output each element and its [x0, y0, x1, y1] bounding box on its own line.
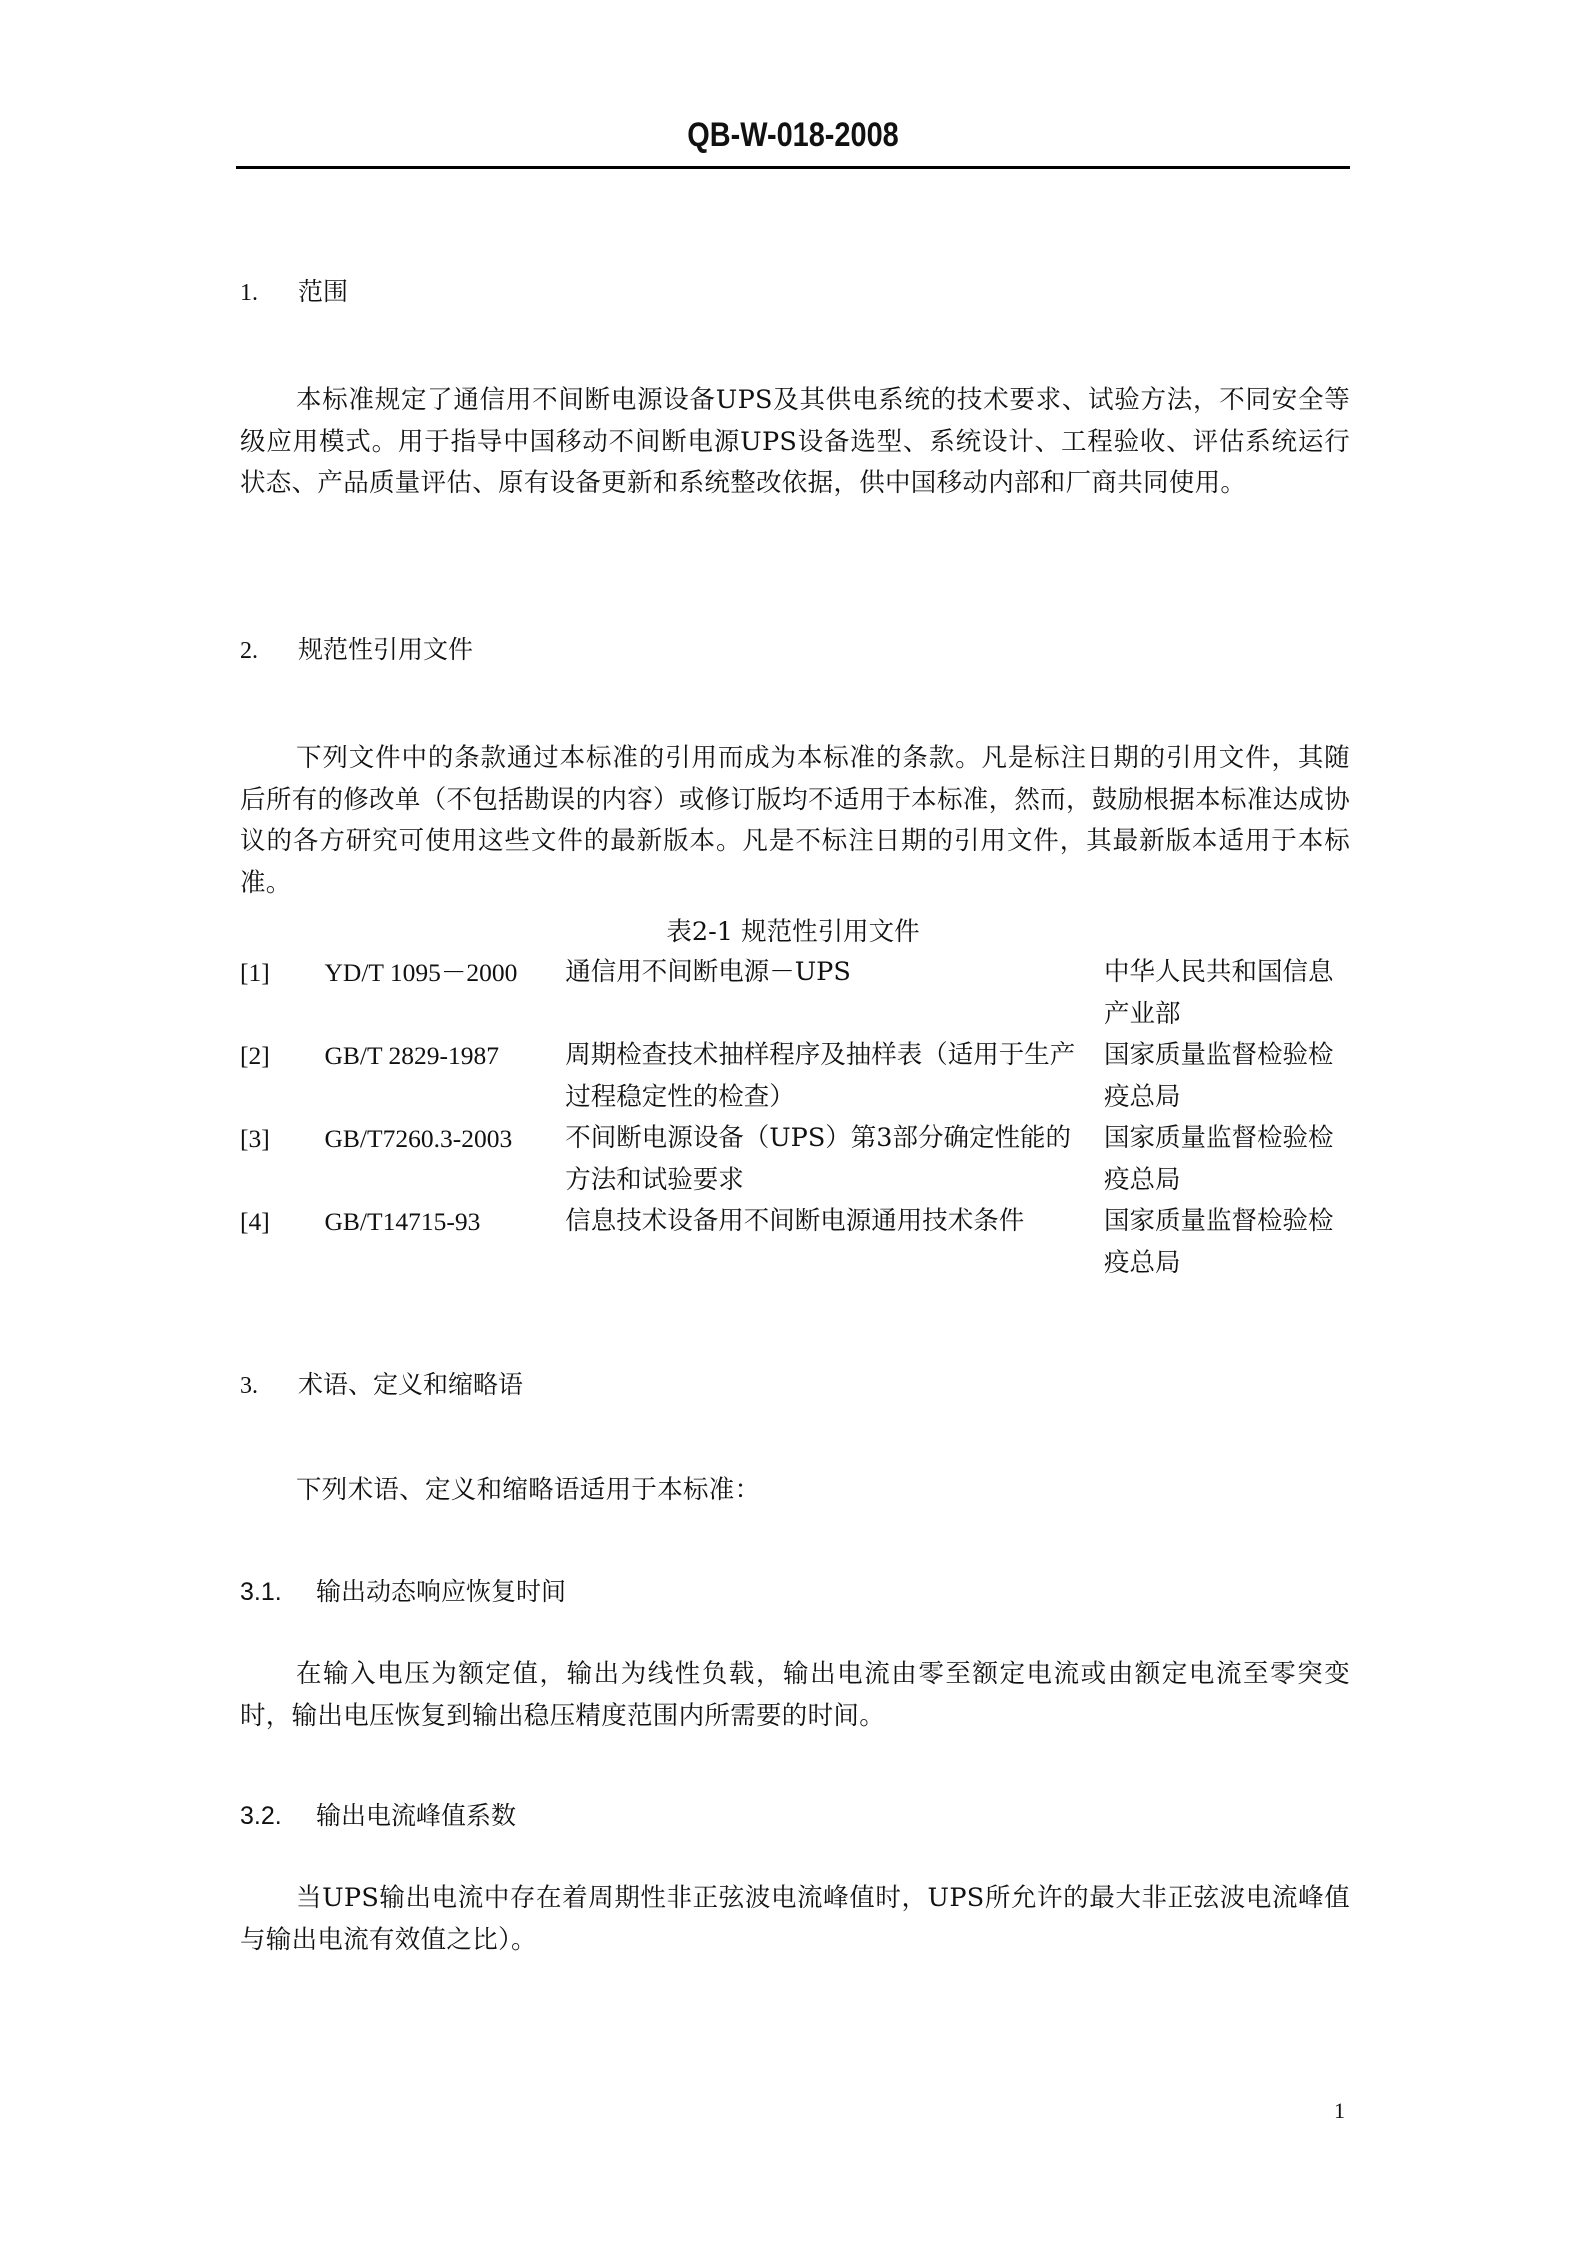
section-3-heading: [240, 1365, 1350, 1401]
document-code-header: QB-W-018-2008: [687, 116, 899, 154]
section-3-1-heading: [240, 1572, 1350, 1608]
ref-title: 通信用不间断电源－UPS: [565, 957, 851, 987]
section-2-heading: [240, 630, 1350, 666]
table-row: [240, 1118, 1352, 1201]
ref-code: GB/T 2829-1987: [324, 1041, 499, 1070]
section-title: 输出电流峰值系数: [316, 1801, 517, 1830]
section-number: 3.1.: [240, 1578, 282, 1606]
table-row: [240, 952, 1352, 1035]
ref-index: [1]: [240, 958, 270, 987]
ref-issuer: 中华人民共和国信息产业部: [1104, 957, 1334, 1029]
ref-issuer: 国家质量监督检验检疫总局: [1104, 1123, 1334, 1195]
section-number: 2.: [240, 638, 258, 664]
section-3-2-paragraph: 当UPS输出电流中存在着周期性非正弦波电流峰值时，UPS所允许的最大非正弦波电流峰值与输出电流有效值之比）。: [240, 1883, 1350, 1955]
section-title: 术语、定义和缩略语: [298, 1370, 524, 1399]
section-number: 1.: [240, 280, 258, 306]
ref-title: 不间断电源设备（UPS）第3部分确定性能的方法和试验要求: [565, 1123, 1072, 1195]
ref-issuer: 国家质量监督检验检疫总局: [1104, 1206, 1334, 1278]
section-number: 3.: [240, 1373, 258, 1399]
table-row: [240, 1035, 1352, 1118]
ref-code: GB/T14715-93: [324, 1207, 481, 1236]
section-title: 规范性引用文件: [298, 635, 474, 664]
section-3-2-heading: [240, 1796, 1350, 1832]
ref-title: 信息技术设备用不间断电源通用技术条件: [565, 1206, 1025, 1236]
section-1-paragraph: 本标准规定了通信用不间断电源设备UPS及其供电系统的技术要求、试验方法，不同安全等级应用模式。用于指导中国移动不间断电源UPS设备选型、系统设计、工程验收、评估系统运行状态、产品质量评估、原有设备更新和系统整改依据，供中国移动内部和厂商共同使用。: [240, 385, 1350, 498]
ref-index: [3]: [240, 1124, 270, 1153]
section-1-heading: [240, 272, 1350, 308]
ref-issuer: 国家质量监督检验检疫总局: [1104, 1040, 1334, 1112]
header-divider: [236, 166, 1350, 169]
section-3-paragraph: 下列术语、定义和缩略语适用于本标准：: [296, 1475, 761, 1505]
ref-code: YD/T 1095－2000: [324, 958, 518, 987]
section-number: 3.2.: [240, 1802, 282, 1830]
normative-references-table: [240, 952, 1352, 1284]
section-title: 范围: [298, 277, 349, 306]
page-number: 1: [1334, 2098, 1345, 2123]
ref-index: [2]: [240, 1041, 270, 1070]
section-3-1-paragraph: 在输入电压为额定值，输出为线性负载，输出电流由零至额定电流或由额定电流至零突变时，输出电压恢复到输出稳压精度范围内所需要的时间。: [240, 1659, 1350, 1731]
table-row: [240, 1201, 1352, 1284]
section-2-paragraph: 下列文件中的条款通过本标准的引用而成为本标准的条款。凡是标注日期的引用文件，其随后所有的修改单（不包括勘误的内容）或修订版均不适用于本标准，然而，鼓励根据本标准达成协议的各方研究可使用这些文件的最新版本。凡是不标注日期的引用文件，其最新版本适用于本标准。: [240, 743, 1350, 898]
ref-code: GB/T7260.3-2003: [324, 1124, 513, 1153]
ref-index: [4]: [240, 1207, 270, 1236]
ref-title: 周期检查技术抽样程序及抽样表（适用于生产过程稳定性的检查）: [565, 1040, 1076, 1112]
section-title: 输出动态响应恢复时间: [316, 1577, 567, 1606]
table-caption: 表2-1 规范性引用文件: [666, 917, 920, 947]
